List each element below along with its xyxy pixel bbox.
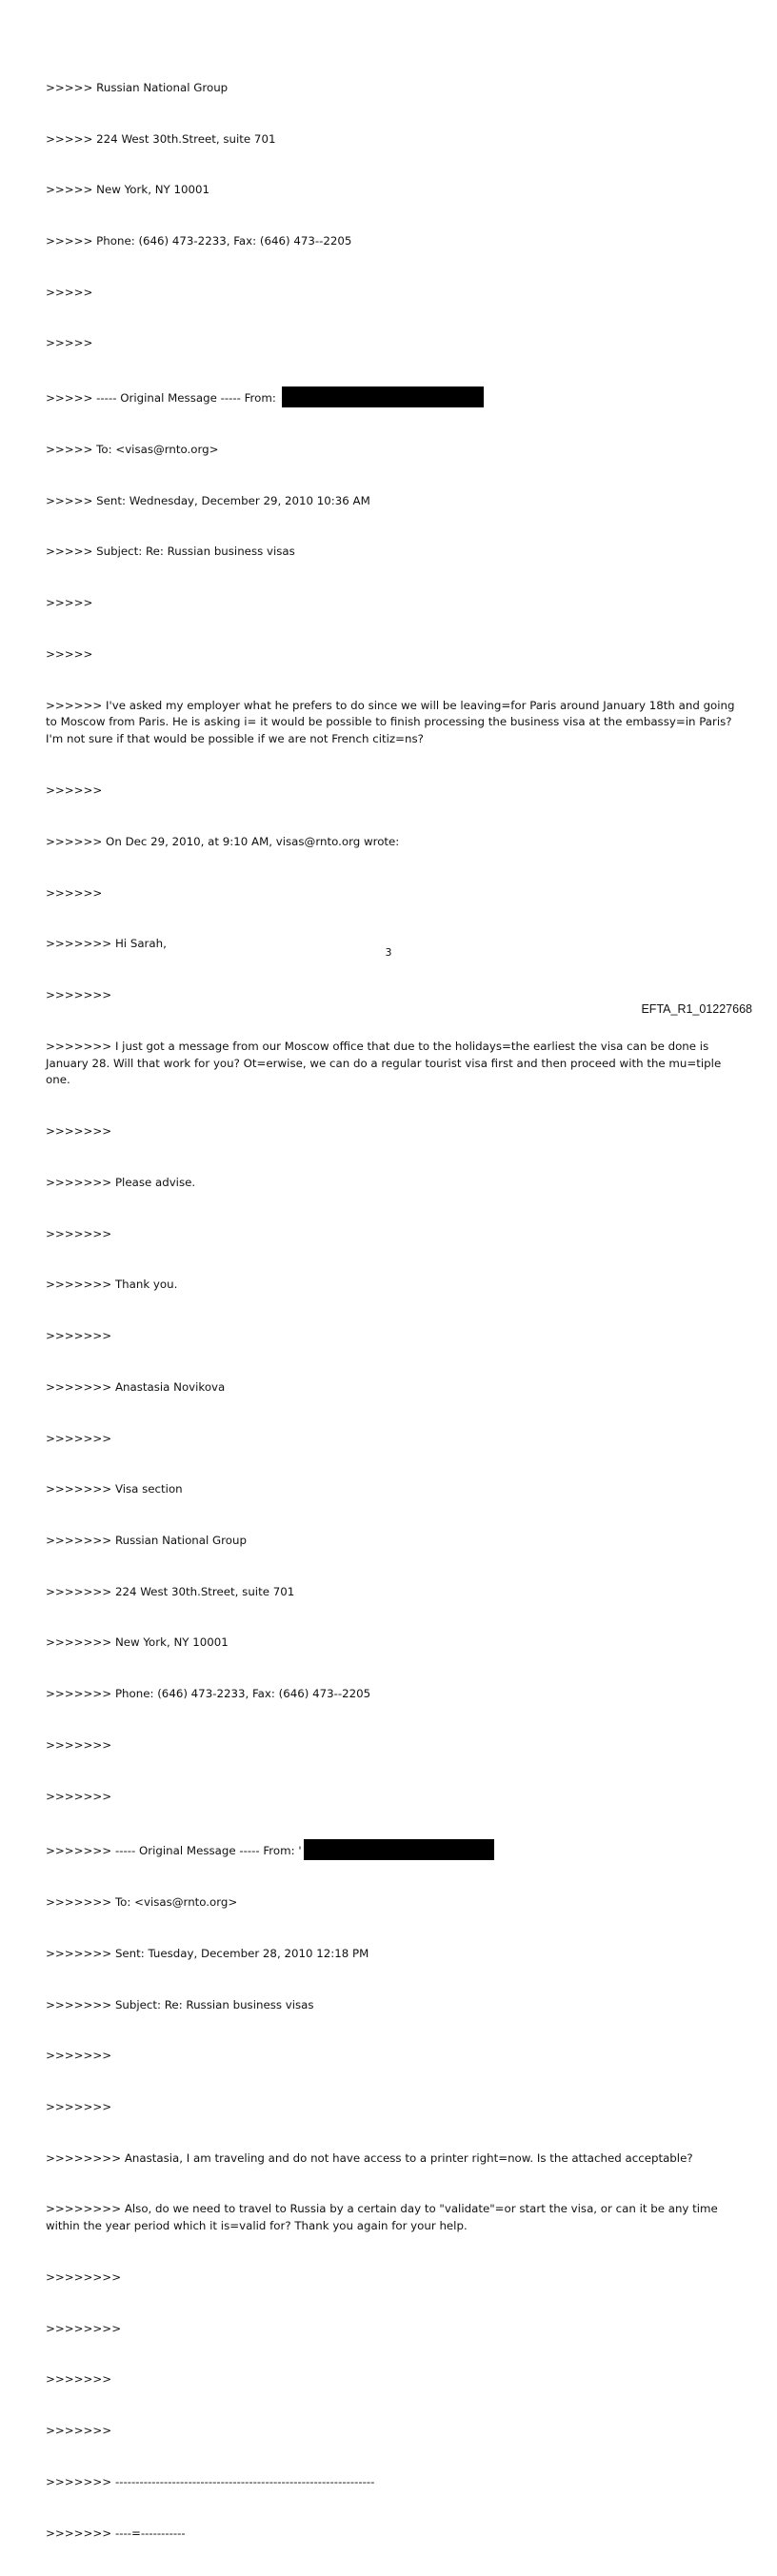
text-line: >>>>>>> [46,987,112,1001]
text-line: >>>>>>> To: <visas@rnto.org> [46,1895,238,1910]
text-line: >>>>> Phone: (646) 473-2233, Fax: (646) 473--2205 [46,233,352,248]
document-id: EFTA_R1_01227668 [641,1002,752,1016]
text-line: >>>>>>> 224 West 30th.Street, suite 701 [46,1584,295,1598]
text-line: >>>>>>>> [46,2270,122,2284]
text-line: >>>>> [46,285,93,299]
text-paragraph: >>>>>>> I just got a message from our Moscow office that due to the holidays=the earliest the visa can be done is January 28. Will that work for you? Ot=erwise, we can do a regular tourist visa first and then proceed with the mu=tiple one. [46,1039,725,1087]
text-line: >>>>>>> ---------------------------------------------------------------- [46,2474,375,2488]
text-line: >>>>>>> [46,2099,112,2113]
text-line: >>>>>>> Please advise. [46,1175,196,1189]
original-message-header [46,386,739,407]
text-line: >>>>>>> Thank you. [46,1278,178,1292]
text-line: >>>>>>> ----- Original Message ----- From: ' [46,1844,302,1858]
text-line: >>>>>> [46,885,103,900]
text-paragraph: >>>>>>>> Also, do we need to travel to Russia by a certain day to "validate"=or start the visa, or can it be any time within the year period which it is=valid for? Thank you again for your help. [46,2202,722,2233]
text-line: >>>>>>>> [46,2321,122,2335]
text-line: >>>>>>> Phone: (646) 473-2233, Fax: (646) 473--2205 [46,1687,371,1701]
text-line: >>>>>>> [46,1431,112,1445]
text-line: >>>>>>> New York, NY 10001 [46,1635,229,1650]
text-paragraph: >>>>>> I've asked my employer what he prefers to do since we will be leaving=for Paris around January 18th and going to Moscow from Paris. He is asking i= it would be possible to finish processing the business visa at the embassy=in Paris? I'm not sure if that would be possible if we are not French citiz=ns? [46,698,739,746]
text-line: >>>>>>> Russian National Group [46,1533,247,1547]
text-line: >>>>> [46,646,93,661]
text-line: >>>>>>> Hi Sarah, [46,937,167,951]
text-line: >>>>>>> Sent: Tuesday, December 28, 2010 12:18 PM [46,1946,369,1960]
redaction-block [304,1839,494,1860]
text-line: >>>>>>> [46,1737,112,1752]
text-line: >>>>>>> [46,1124,112,1139]
text-line: >>>>>>> Anastasia Novikova [46,1379,226,1394]
text-line: >>>>> [46,336,93,350]
text-line: >>>>> To: <visas@rnto.org> [46,442,219,456]
text-line: >>>>>> On Dec 29, 2010, at 9:10 AM, visas@rnto.org wrote: [46,834,400,848]
text-line: >>>>>>> [46,1789,112,1803]
text-line: >>>>>>> [46,2372,112,2387]
original-message-header [46,1839,739,1860]
text-line: >>>>>>> [46,1226,112,1240]
text-line: >>>>>>> Visa section [46,1482,183,1496]
text-line: >>>>>>> [46,2049,112,2063]
email-body [46,46,739,2576]
text-line: >>>>> [46,596,93,610]
text-line: >>>>>>> ----=----------- [46,2526,186,2540]
text-line: >>>>> Sent: Wednesday, December 29, 2010 10:36 AM [46,493,370,507]
page-number: 3 [385,946,392,959]
text-line: >>>>>>> Subject: Re: Russian business visas [46,1997,314,2011]
text-line: >>>>> Russian National Group [46,80,229,94]
text-line: >>>>>>> [46,1329,112,1343]
text-line: >>>>>>>> Anastasia, I am traveling and do not have access to a printer right=now. Is the attached acceptable? [46,2150,693,2165]
text-line: >>>>>>> [46,2424,112,2438]
text-line: >>>>>> [46,783,103,798]
redaction-block [282,386,484,407]
text-line: >>>>> 224 West 30th.Street, suite 701 [46,131,276,146]
text-line: >>>>> ----- Original Message ----- From: [46,391,280,406]
text-line: >>>>> New York, NY 10001 [46,183,209,197]
text-line: >>>>> Subject: Re: Russian business visas [46,545,295,559]
